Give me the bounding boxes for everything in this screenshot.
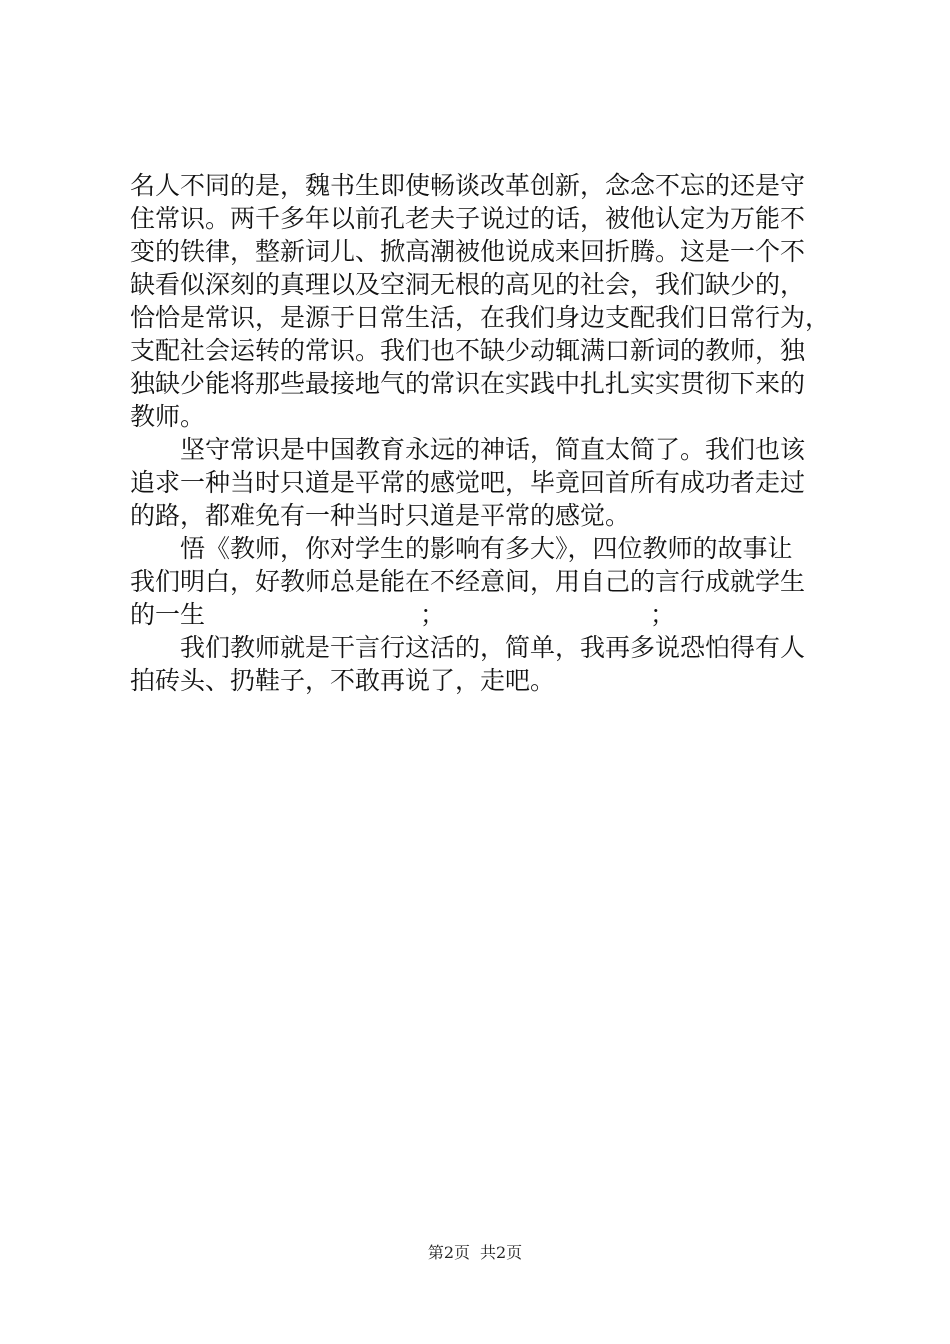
text-line: 恰恰是常识，是源于日常生活，在我们身边支配我们日常行为， xyxy=(130,303,831,332)
text-line: 教师。 xyxy=(130,402,206,431)
text-line: 我们教师就是干言行这活的，简单，我再多说恐怕得有人 xyxy=(130,633,806,662)
text-line: 拍砖头、扔鞋子，不敢再说了，走吧。 xyxy=(130,666,556,695)
text-line: 名人不同的是，魏书生即使畅谈改革创新，念念不忘的还是守 xyxy=(130,171,806,200)
text-line: 住常识。两千多年以前孔老夫子说过的话，被他认定为万能不 xyxy=(130,204,806,233)
text-line: 我们明白，好教师总是能在不经意间，用自己的言行成就学生 xyxy=(130,567,806,596)
line-start-text: 的一生 xyxy=(130,600,206,629)
text-line-blanks xyxy=(130,598,850,631)
page-number: 第2页 xyxy=(427,1243,470,1262)
text-line: 缺看似深刻的真理以及空洞无根的高见的社会，我们缺少的， xyxy=(130,270,806,299)
document-body xyxy=(130,169,850,697)
semicolon-1: ； xyxy=(420,600,446,629)
text-line: 追求一种当时只道是平常的感觉吧，毕竟回首所有成功者走过 xyxy=(130,468,806,497)
page-footer xyxy=(0,1243,950,1263)
text-line: 悟《教师，你对学生的影响有多大》，四位教师的故事让 xyxy=(130,534,793,563)
semicolon-2: ； xyxy=(650,600,676,629)
text-line: 独缺少能将那些最接地气的常识在实践中扎扎实实贯彻下来的 xyxy=(130,369,806,398)
text-line: 坚守常识是中国教育永远的神话，简直太简了。我们也该 xyxy=(130,435,806,464)
text-line: 变的铁律，整新词儿、掀高潮被他说成来回折腾。这是一个不 xyxy=(130,237,806,266)
page-total: 共2页 xyxy=(480,1243,523,1262)
text-line: 支配社会运转的常识。我们也不缺少动辄满口新词的教师，独 xyxy=(130,336,806,365)
text-line: 的路，都难免有一种当时只道是平常的感觉。 xyxy=(130,501,631,530)
